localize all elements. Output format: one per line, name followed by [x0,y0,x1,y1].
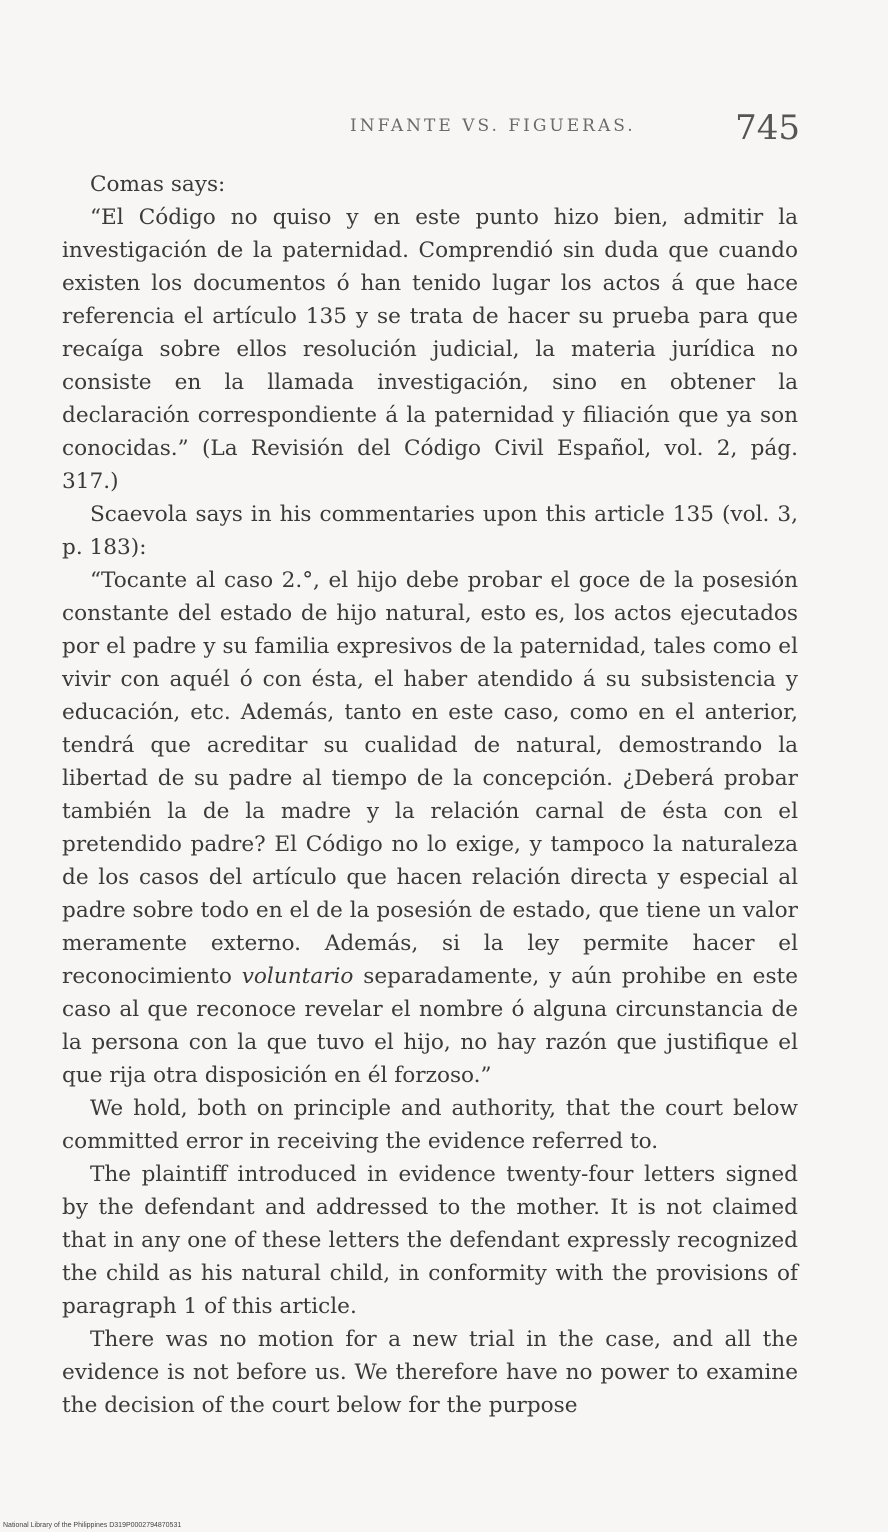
page-number: 745 [735,108,800,148]
page-header [60,108,800,158]
paragraph-italic-segment: voluntario [241,964,354,989]
paragraph: Comas says: [90,172,226,197]
paragraph: The plaintiff introduced in evidence twenty-four letters signed by the defendant and addressed to the mother. It is not claimed that in any one of these letters the defendant expressly recognized the child as his natural child, in conformity with the provisions of paragraph 1 of this article. [62,1162,798,1319]
paragraph-segment: separadamente, y aún prohibe en este caso al que reconoce revelar el nombre ó alguna circunstancia de la persona con la que tuvo el hijo, no hay razón que justifique el que rija otra disposición en él forzoso.” [62,964,798,1088]
paragraph: Scaevola says in his commentaries upon this article 135 (vol. 3, p. 183): [62,502,798,560]
paragraph-segment: “Tocante al caso 2.°, el hijo debe probar el goce de la posesión constante del estado de hijo natural, esto es, los actos ejecutados por el padre y su familia expresivos de la paternidad, tales como el vivir con aquél ó con ésta, el haber atendido á su subsistencia y educación, etc. Además, tanto en este caso, como en el anterior, tendrá que acreditar su cualidad de natural, demostrando la libertad de su padre al tiempo de la concepción. ¿Deberá probar también la de la madre y la relación carnal de ésta con el pretendido padre? El Código no lo exige, y tampoco la naturaleza de los casos del artículo que hacen relación directa y especial al padre sobre todo en el de la posesión de estado, que tiene un valor meramente externo. Además, si la ley permite hacer el reconocimiento [62,568,798,989]
body-text [62,168,798,1422]
paragraph [62,564,798,1092]
paragraph: There was no motion for a new trial in the case, and all the evidence is not before us. We therefore have no power to examine the decision of the court below for the purpose [62,1327,798,1418]
scan-footer-stamp: National Library of the Philippines D319P0002794870531 [3,1522,182,1529]
paragraph: We hold, both on principle and authority, that the court below committed error in receiving the evidence referred to. [62,1096,798,1154]
paragraph: “El Código no quiso y en este punto hizo bien, admitir la investigación de la paternidad. Comprendió sin duda que cuando existen los documentos ó han tenido lugar los actos á que hace referencia el artículo 135 y se trata de hacer su prueba para que recaíga sobre ellos resolución judicial, la materia jurídica no consiste en la llamada investigación, sino en obtener la declaración correspondiente á la paternidad y filiación que ya son conocidas.” (La Revisión del Código Civil Español, vol. 2, pág. 317.) [62,205,798,494]
running-head: INFANTE VS. FIGUERAS. [350,116,636,136]
